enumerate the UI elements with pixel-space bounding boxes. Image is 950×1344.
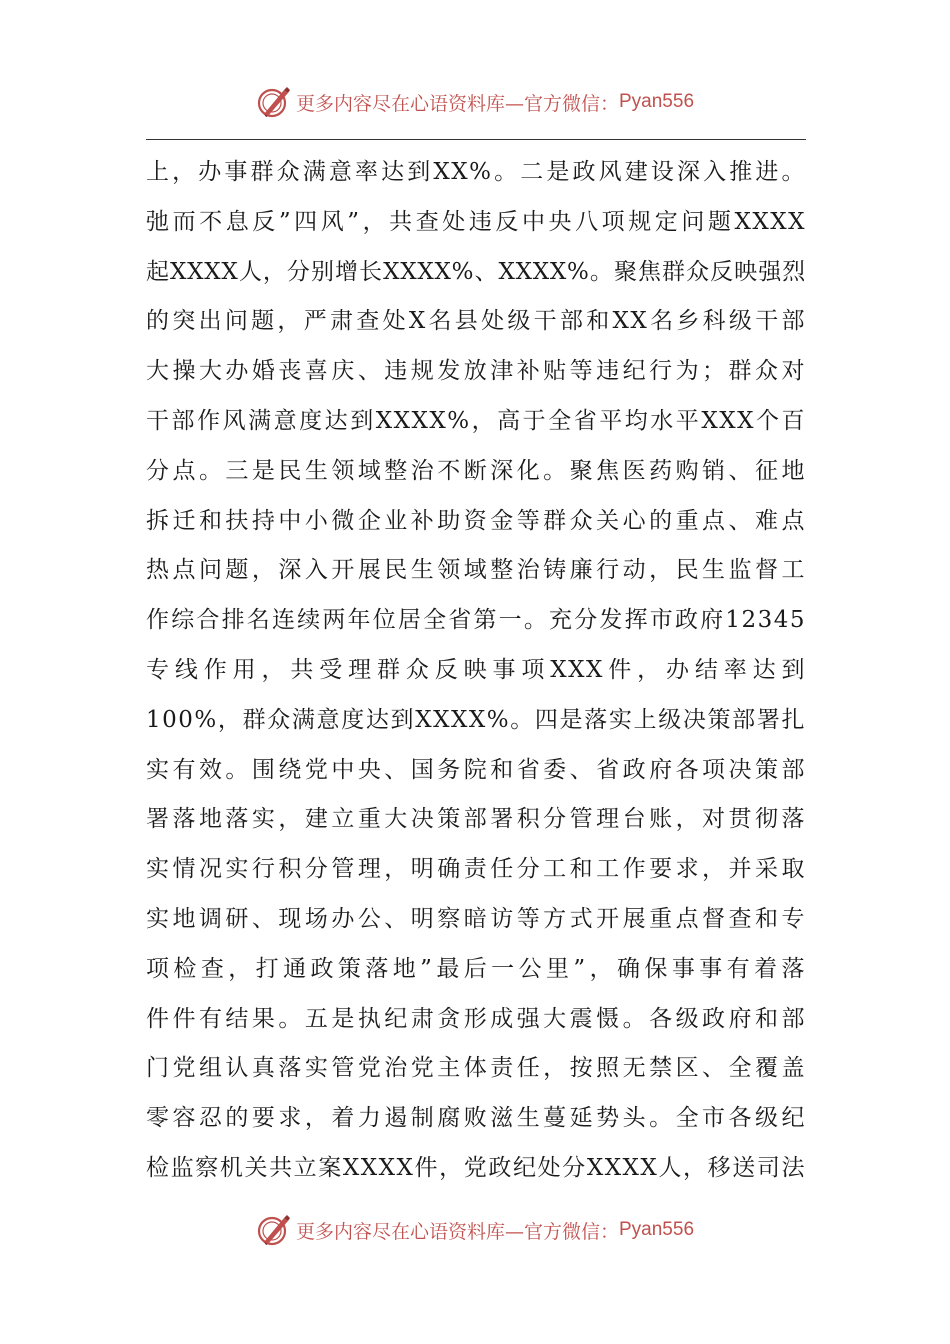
document-body [146,148,806,1194]
body-line: 100%，群众满意度达到XXXX%。四是落实上级决策部署扎 [146,706,806,733]
body-line: 实有效。围绕党中央、国务院和省委、省政府各项决策部 [146,756,806,783]
header-banner [0,82,950,122]
body-line: 分点。三是民生领域整治不断深化。聚焦医药购销、征地 [146,457,806,484]
banner-main-text: 更多内容尽在心语资料库 [295,92,505,115]
body-line: 署落地落实，建立重大决策部署积分管理台账，对贯彻落 [146,806,806,833]
body-line: 上，办事群众满意率达到XX%。二是政风建设深入推进。 [146,159,806,185]
body-line: 大操大办婚丧喜庆、违规发放津补贴等违纪行为；群众对 [146,358,806,385]
body-line: 起XXXX人，分别增长XXXX%、XXXX%。聚焦群众反映强烈 [146,258,806,285]
pen-logo-icon [256,84,292,120]
body-line: 门党组认真落实管党治党主体责任，按照无禁区、全覆盖 [146,1055,806,1082]
header-divider [146,139,806,140]
body-line: 作综合排名连续两年位居全省第一。充分发挥市政府12345 [146,607,806,634]
body-line: 件件有结果。五是执纪肃贪形成强大震慑。各级政府和部 [146,1005,806,1032]
body-line: 弛而不息反”四风”，共查处违反中央八项规定问题XXXX [146,208,806,235]
footer-banner [0,1210,950,1250]
banner-wechat-id: Pyan556 [619,1219,695,1240]
banner-wechat-id: Pyan556 [619,91,695,112]
body-line: 热点问题，深入开展民生领域整治铸廉行动，民生监督工 [146,557,806,584]
banner-main-text: 更多内容尽在心语资料库 [295,1220,505,1243]
body-line: 项检查，打通政策落地”最后一公里”，确保事事有着落 [146,955,806,982]
body-line: 实情况实行积分管理，明确责任分工和工作要求，并采取 [146,856,806,883]
banner-separator-text: —官方微信： [504,92,619,115]
body-line: 实地调研、现场办公、明察暗访等方式开展重点督查和专 [146,905,806,932]
body-line: 零容忍的要求，着力遏制腐败滋生蔓延势头。全市各级纪 [146,1105,806,1132]
body-line: 的突出问题，严肃查处X名县处级干部和XX名乡科级干部 [146,308,806,335]
body-line: 拆迁和扶持中小微企业补助资金等群众关心的重点、难点 [146,507,806,534]
body-line: 专线作用，共受理群众反映事项XXX件，办结率达到 [146,656,806,683]
pen-logo-icon [256,1212,292,1248]
banner-separator-text: —官方微信： [504,1220,619,1243]
body-line: 检监察机关共立案XXXX件，党政纪处分XXXX人，移送司法 [146,1154,806,1181]
body-line: 干部作风满意度达到XXXX%，高于全省平均水平XXX个百 [146,407,806,434]
